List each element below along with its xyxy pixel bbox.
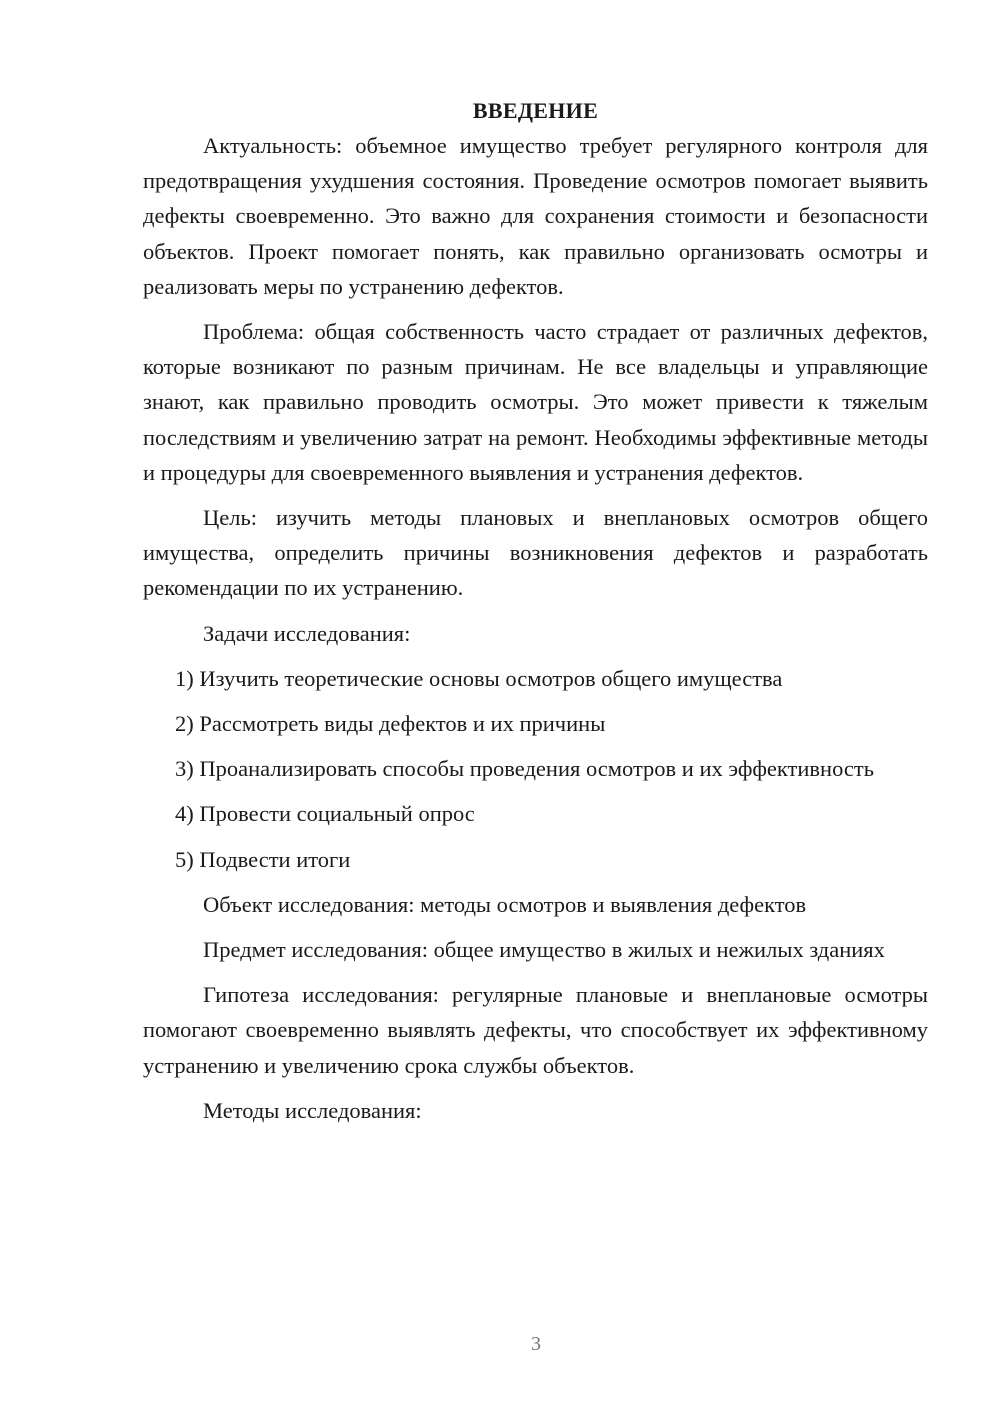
hypothesis-paragraph: Гипотеза исследования: регулярные плановые и внеплановые осмотры помогают своевременно выявлять дефекты, что способствует их эффективному устранению и увеличению срока службы объектов.: [143, 982, 928, 1078]
page-title: ВВЕДЕНИЕ: [472, 98, 599, 123]
task-item: 2) Рассмотреть виды дефектов и их причины: [175, 711, 606, 737]
subject-paragraph: Предмет исследования: общее имущество в жилых и нежилых зданиях: [203, 937, 885, 963]
page-number: 3: [531, 1333, 541, 1355]
task-item: 4) Провести социальный опрос: [175, 801, 475, 827]
task-item: 5) Подвести итоги: [175, 846, 351, 872]
tasks-heading: Задачи исследования:: [203, 620, 411, 646]
problem-paragraph: Проблема: общая собственность часто страдает от различных дефектов, которые возникают по разным причинам. Не все владельцы и управляющие знают, как правильно проводить осмотры. Это может привести к тяжелым последствиям и увеличению затрат на ремонт. Необходимы эффективные методы и процедуры для своевременного выявления и устранения дефектов.: [143, 319, 928, 485]
task-item: 1) Изучить теоретические основы осмотров общего имущества: [175, 665, 783, 691]
goal-paragraph: Цель: изучить методы плановых и внеплановых осмотров общего имущества, определить причины возникновения дефектов и разработать рекомендации по их устранению.: [143, 505, 928, 601]
task-item: 3) Проанализировать способы проведения осмотров и их эффективность: [175, 756, 874, 782]
object-paragraph: Объект исследования: методы осмотров и выявления дефектов: [203, 891, 807, 917]
methods-heading: Методы исследования:: [203, 1097, 422, 1123]
document-page: [143, 93, 928, 1138]
relevance-paragraph: Актуальность: объемное имущество требует регулярного контроля для предотвращения ухудшения состояния. Проведение осмотров помогает выявить дефекты своевременно. Это важно для сохранения стоимости и безопасности объектов. Проект помогает понять, как правильно организовать осмотры и реализовать меры по устранению дефектов.: [143, 133, 928, 299]
